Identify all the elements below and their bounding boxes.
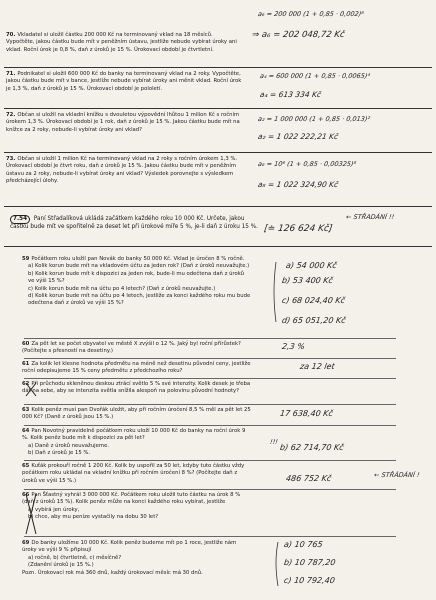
problem-61: [22, 361, 252, 376]
problem-number: 63: [22, 407, 30, 413]
divider: [24, 358, 396, 359]
problem-number: 70.: [6, 32, 16, 38]
answer-64-mark: !!!: [269, 438, 279, 446]
subquestion: b) Daň z úroků je 15 %.: [28, 450, 91, 457]
problem-text: Pan Novotný pravidelně počátkem roku uloží 10 000 Kč do banky na roční úrok 9 %. Kolik peněz bude mít k dispozici za pět let?: [22, 428, 246, 442]
problem-number: 65: [22, 463, 30, 469]
problem-59: [22, 256, 252, 308]
divider: [24, 338, 396, 339]
answer-65: 486 752 Kč: [285, 474, 332, 483]
divider: [4, 246, 432, 247]
problem-62: [22, 381, 252, 396]
problem-number: 7.54: [10, 215, 30, 224]
problem-text: Počátkem roku uložil pan Novák do banky 50 000 Kč. Vklad je úročen 8 % ročně.: [31, 256, 245, 262]
divider: [24, 536, 396, 537]
problem-70: [6, 32, 242, 54]
problem-number: 62: [22, 381, 30, 387]
problem-text: Za pět let se počet obyvatel ve městě X zvýšil o 12 %. Jaký byl roční přírůstek? (Počítejte s přesností na desetiny.): [22, 341, 241, 355]
subquestion: b) Kolik korun bude mít k dispozici za jeden rok, bude-li mu odečtena daň z úroků ve výši 15 %?: [28, 270, 244, 285]
problem-7-54: [10, 215, 258, 232]
problem-71: [6, 71, 242, 93]
problem-number: 60: [22, 341, 30, 347]
answer-71-formula: a₄ = 600 000 (1 + 0,85 · 0,0065)⁴: [259, 72, 371, 80]
subquestion: a) Daně z úroků neuvažujeme.: [28, 442, 110, 449]
answer-60: 2,3 %: [281, 342, 306, 351]
problem-69: [22, 540, 252, 577]
problem-63: [22, 407, 252, 422]
bracket-mark: [274, 262, 276, 322]
answer-70-result: ⇒ a₆ = 202 048,72 Kč: [251, 30, 346, 40]
answer-71-result: a₄ = 613 334 Kč: [259, 90, 322, 99]
answer-69c: c) 10 792,40: [283, 576, 336, 585]
divider: [24, 489, 396, 490]
answer-61: za 12 let: [299, 362, 336, 371]
answer-69a: a) 10 765: [283, 540, 324, 549]
divider: [24, 404, 396, 405]
problem-number: 69: [22, 540, 30, 546]
bracket-mark: [276, 542, 278, 586]
problem-number: 64: [22, 428, 30, 434]
subquestion: a) Kolik korun bude mít na vkladovém účtu za jeden rok? (Daň z úroků neuvažujte.): [28, 263, 250, 270]
subquestion: Pozn. Úrokovací rok má 360 dnů, každý úrokovací měsíc má 30 dnů.: [22, 569, 203, 576]
problem-number: 72.: [6, 112, 16, 118]
problem-text: Kolik peněz musí pan Dvořák uložit, aby při ročním úročení 8,5 % měl za pět let 25 000 Kč? (Daně z úroků jsou 15 %.): [22, 407, 251, 421]
problem-text: Při průchodu skleněnou deskou ztrácí světlo 5 % své intenzity. Kolik desek je třeba dát na sebe, aby se intenzita světla snížila alespoň na polovinu původní hodnoty?: [22, 381, 251, 395]
problem-60: [22, 341, 252, 356]
answer-73-formula: a₈ = 10⁶ (1 + 0,85 · 0,00325)⁸: [257, 160, 357, 168]
divider: [24, 378, 396, 379]
problem-64: [22, 428, 252, 458]
divider: [4, 108, 432, 109]
answer-7-54-note: ← STŘADÁNÍ !!: [345, 213, 395, 221]
problem-number: 59: [22, 256, 30, 262]
answer-69b: b) 10 787,20: [283, 558, 337, 567]
problem-text: Vkladatel si uložil částku 200 000 Kč na terminovaný vklad na 18 měsíců. Vypočtěte, jakou částku bude mít v peněžním ústavu, jestliže nebude vybírat úroky ani vklad. Roční úrok je 0,8 %, daň z úroků je 15 %. Úrokovací období je čtvrtletní.: [6, 32, 237, 53]
problem-text: Občan si uložil na vkladní knížku s dvouletou výpovědní lhůtou 1 milion Kč s ročním úrokem 1,3 %. Úrokovací období je 1 rok, daň z úroků je 15 %. Jakou částku bude mít na knížce za 2 roky, nebude-li vybírat úroky ani vklad?: [6, 112, 240, 133]
problem-text: Za kolik let klesne hodnota předmětu na méně než desetinu původní ceny, jestliže roční odepisujeme 15 % ceny předmětu z předchozího roku?: [22, 361, 251, 375]
problem-73: [6, 156, 242, 186]
answer-73-result: a₈ = 1 022 324,90 Kč: [257, 180, 339, 189]
problem-text: Paní Střadalíková ukládá začátkem každého roku 10 000 Kč. Určete, jakou částku bude mít ve spořitelně za deset let při úrokové míře 5 %, je-li daň z úroku 15 %.: [10, 216, 258, 231]
problem-text: Pan Šťastný vyhrál 3 000 000 Kč. Počátkem roku uložil tuto částku na úrok 8 % (daň z úroků 15 %). Kolik peněz může na konci každého roku vybírat, jestliže: [22, 492, 241, 506]
answer-65-note: ← STŘÁDÁNÍ !: [373, 471, 421, 479]
subquestion: a) ročně, b) čtvrtletně, c) měsíčně?: [28, 554, 122, 561]
problem-number: 61: [22, 361, 30, 367]
problem-65: [22, 463, 252, 485]
problem-text: Podnikatel si uložil 600 000 Kč do banky na terminovaný vklad na 2 roky. Vypočtěte, jakou částku bude mít v bance, jestliže nebude vybírat úroky ani měnit vklad. Roční úrok je 1,3 %, daň z úroků je 15 %. Úrokovací období je pololetí.: [6, 71, 242, 92]
problem-text: Do banky uložíme 10 000 Kč. Kolik peněz budeme mít po 1 roce, jestliže nám úroky ve výši 9 % připisují: [22, 540, 237, 554]
subquestion: a) vybírá jen úroky,: [28, 506, 80, 513]
answer-63: 17 638,40 Kč: [279, 409, 334, 418]
divider: [24, 460, 396, 461]
answer-64b: b) 62 714,70 Kč: [279, 443, 345, 452]
subquestion: (Zdanění úroků je 15 %.): [28, 562, 94, 569]
answer-59c: c) 68 024,40 Kč: [281, 296, 346, 305]
divider: [24, 425, 396, 426]
answer-72-result: a₂ = 1 022 222,21 Kč: [257, 132, 339, 141]
answer-70-formula: a₆ = 200 000 (1 + 0,85 · 0,002)⁶: [257, 10, 365, 18]
problem-number: 66: [22, 492, 30, 498]
divider: [4, 206, 432, 207]
problem-number: 73.: [6, 156, 16, 162]
divider: [4, 152, 432, 153]
answer-7-54: [≐ 126 624 Kč]: [263, 224, 334, 234]
subquestion: b) chce, aby mu peníze vystačily na dobu 30 let?: [28, 514, 159, 521]
problem-text: Občan si uložil 1 milion Kč na terminovaný vklad na 2 roky s ročním úrokem 1,3 %. Úrokovací období je čtvrt roku, daň z úroků je 15 %. Jakou částku bude mít v peněžním ústavu za 2 roky, nebude-li vybírat úroky ani vklad? Výsledek porovnejte s výsledkem předcházející úlohy.: [6, 156, 238, 185]
answer-59a: a) 54 000 Kč: [285, 261, 338, 270]
answer-72-formula: a₂ = 1 000 000 (1 + 0,85 · 0,013)²: [257, 115, 371, 123]
subquestion: c) Kolik korun bude mít na účtu po 4 letech? (Daň z úroků neuvažujte.): [28, 285, 216, 292]
problem-72: [6, 112, 242, 134]
problem-text: Kuťák prokouří ročně 1 200 Kč. Kolik by uspořil za 50 let, kdyby tuto částku vždy počátkem roku ukládal na vkladní knížku při ročním úročení 8 %? (Počítejte daň z úroků ve výši 15 %.): [22, 463, 245, 484]
answer-59b: b) 53 400 Kč: [281, 276, 334, 285]
divider: [4, 67, 432, 68]
problem-66: [22, 492, 252, 522]
subquestion: d) Kolik korun bude mít na účtu po 4 letech, jestliže za konci každého roku mu bude odečtena daň z úroků ve výši 15 %?: [28, 293, 251, 307]
problem-number: 71.: [6, 71, 16, 77]
answer-59d: d) 65 051,20 Kč: [281, 316, 347, 325]
